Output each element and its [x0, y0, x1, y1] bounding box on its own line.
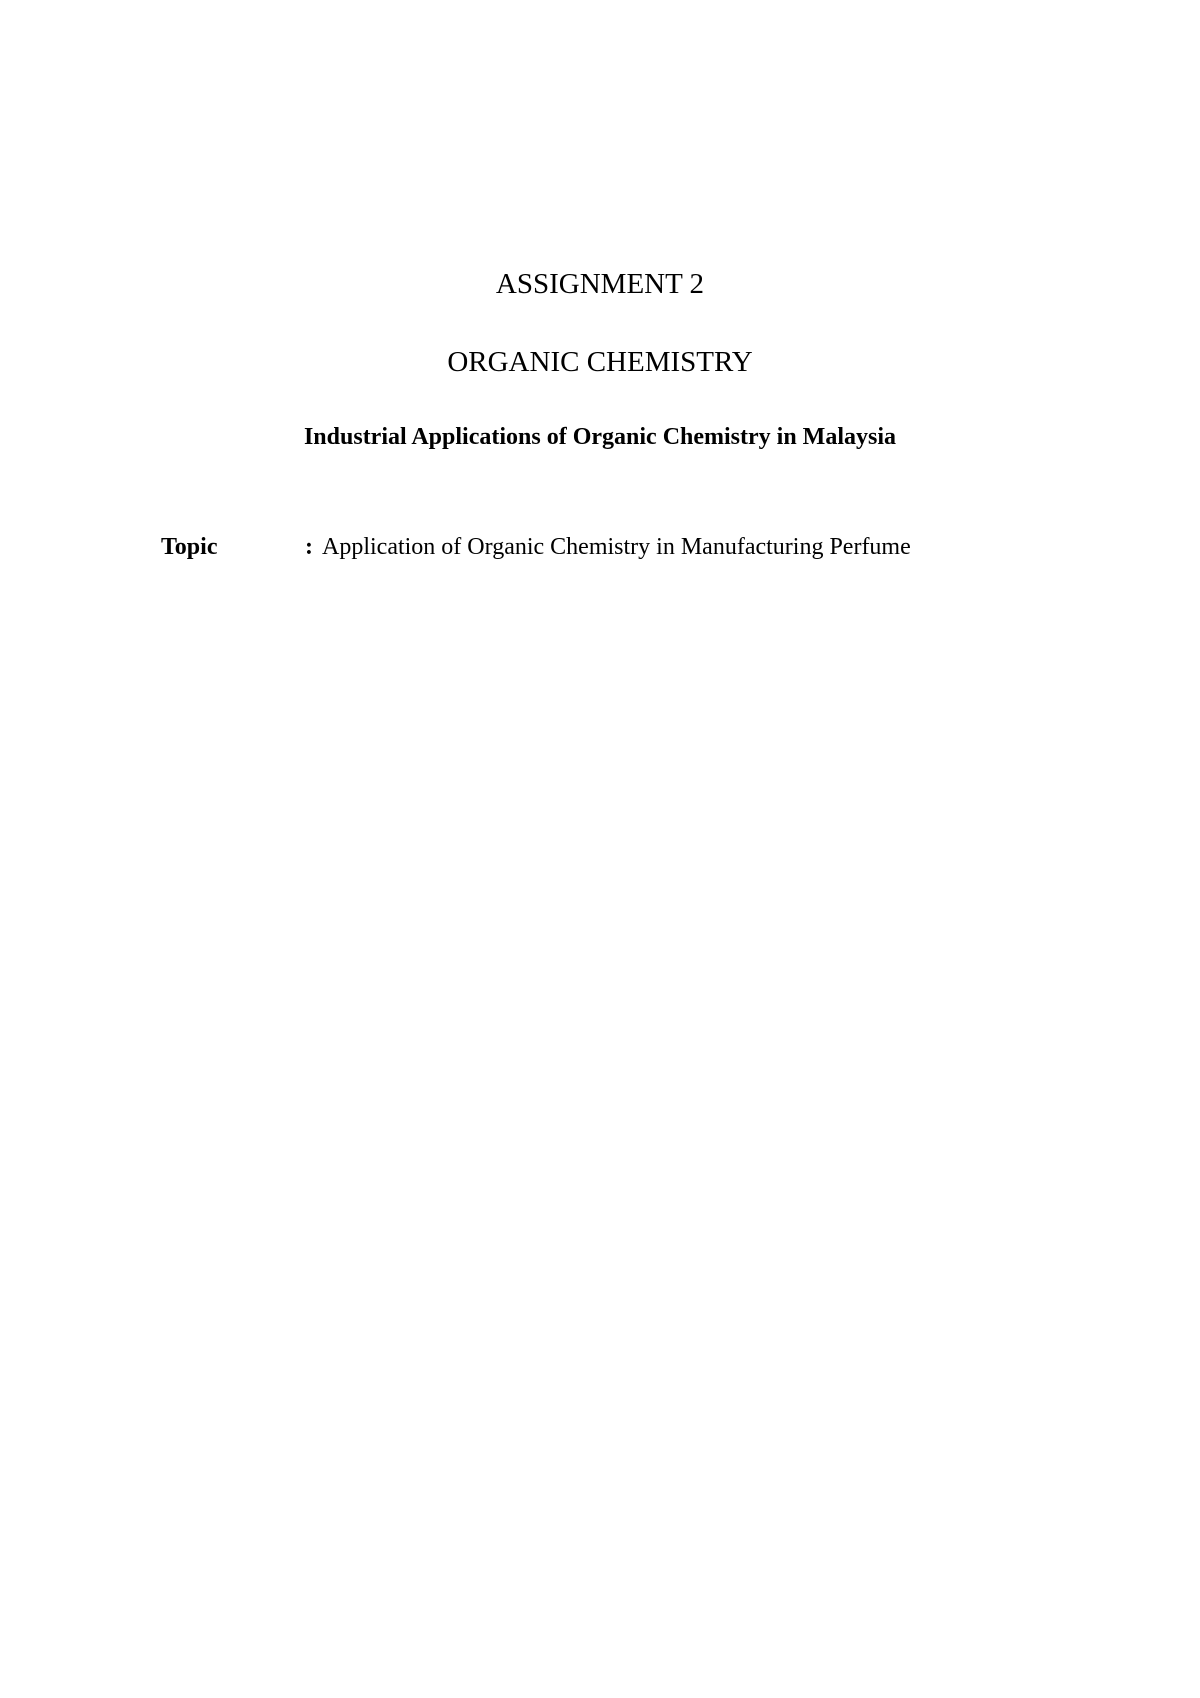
topic-row — [161, 531, 1061, 563]
topic-value: Application of Organic Chemistry in Manufacturing Perfume — [322, 534, 911, 560]
topic-label: Topic — [161, 534, 218, 560]
assignment-title: ASSIGNMENT 2 — [495, 268, 705, 300]
document-subtitle: Industrial Applications of Organic Chemistry in Malaysia — [303, 424, 897, 450]
topic-separator: : — [305, 534, 313, 560]
course-title: ORGANIC CHEMISTRY — [447, 346, 753, 378]
